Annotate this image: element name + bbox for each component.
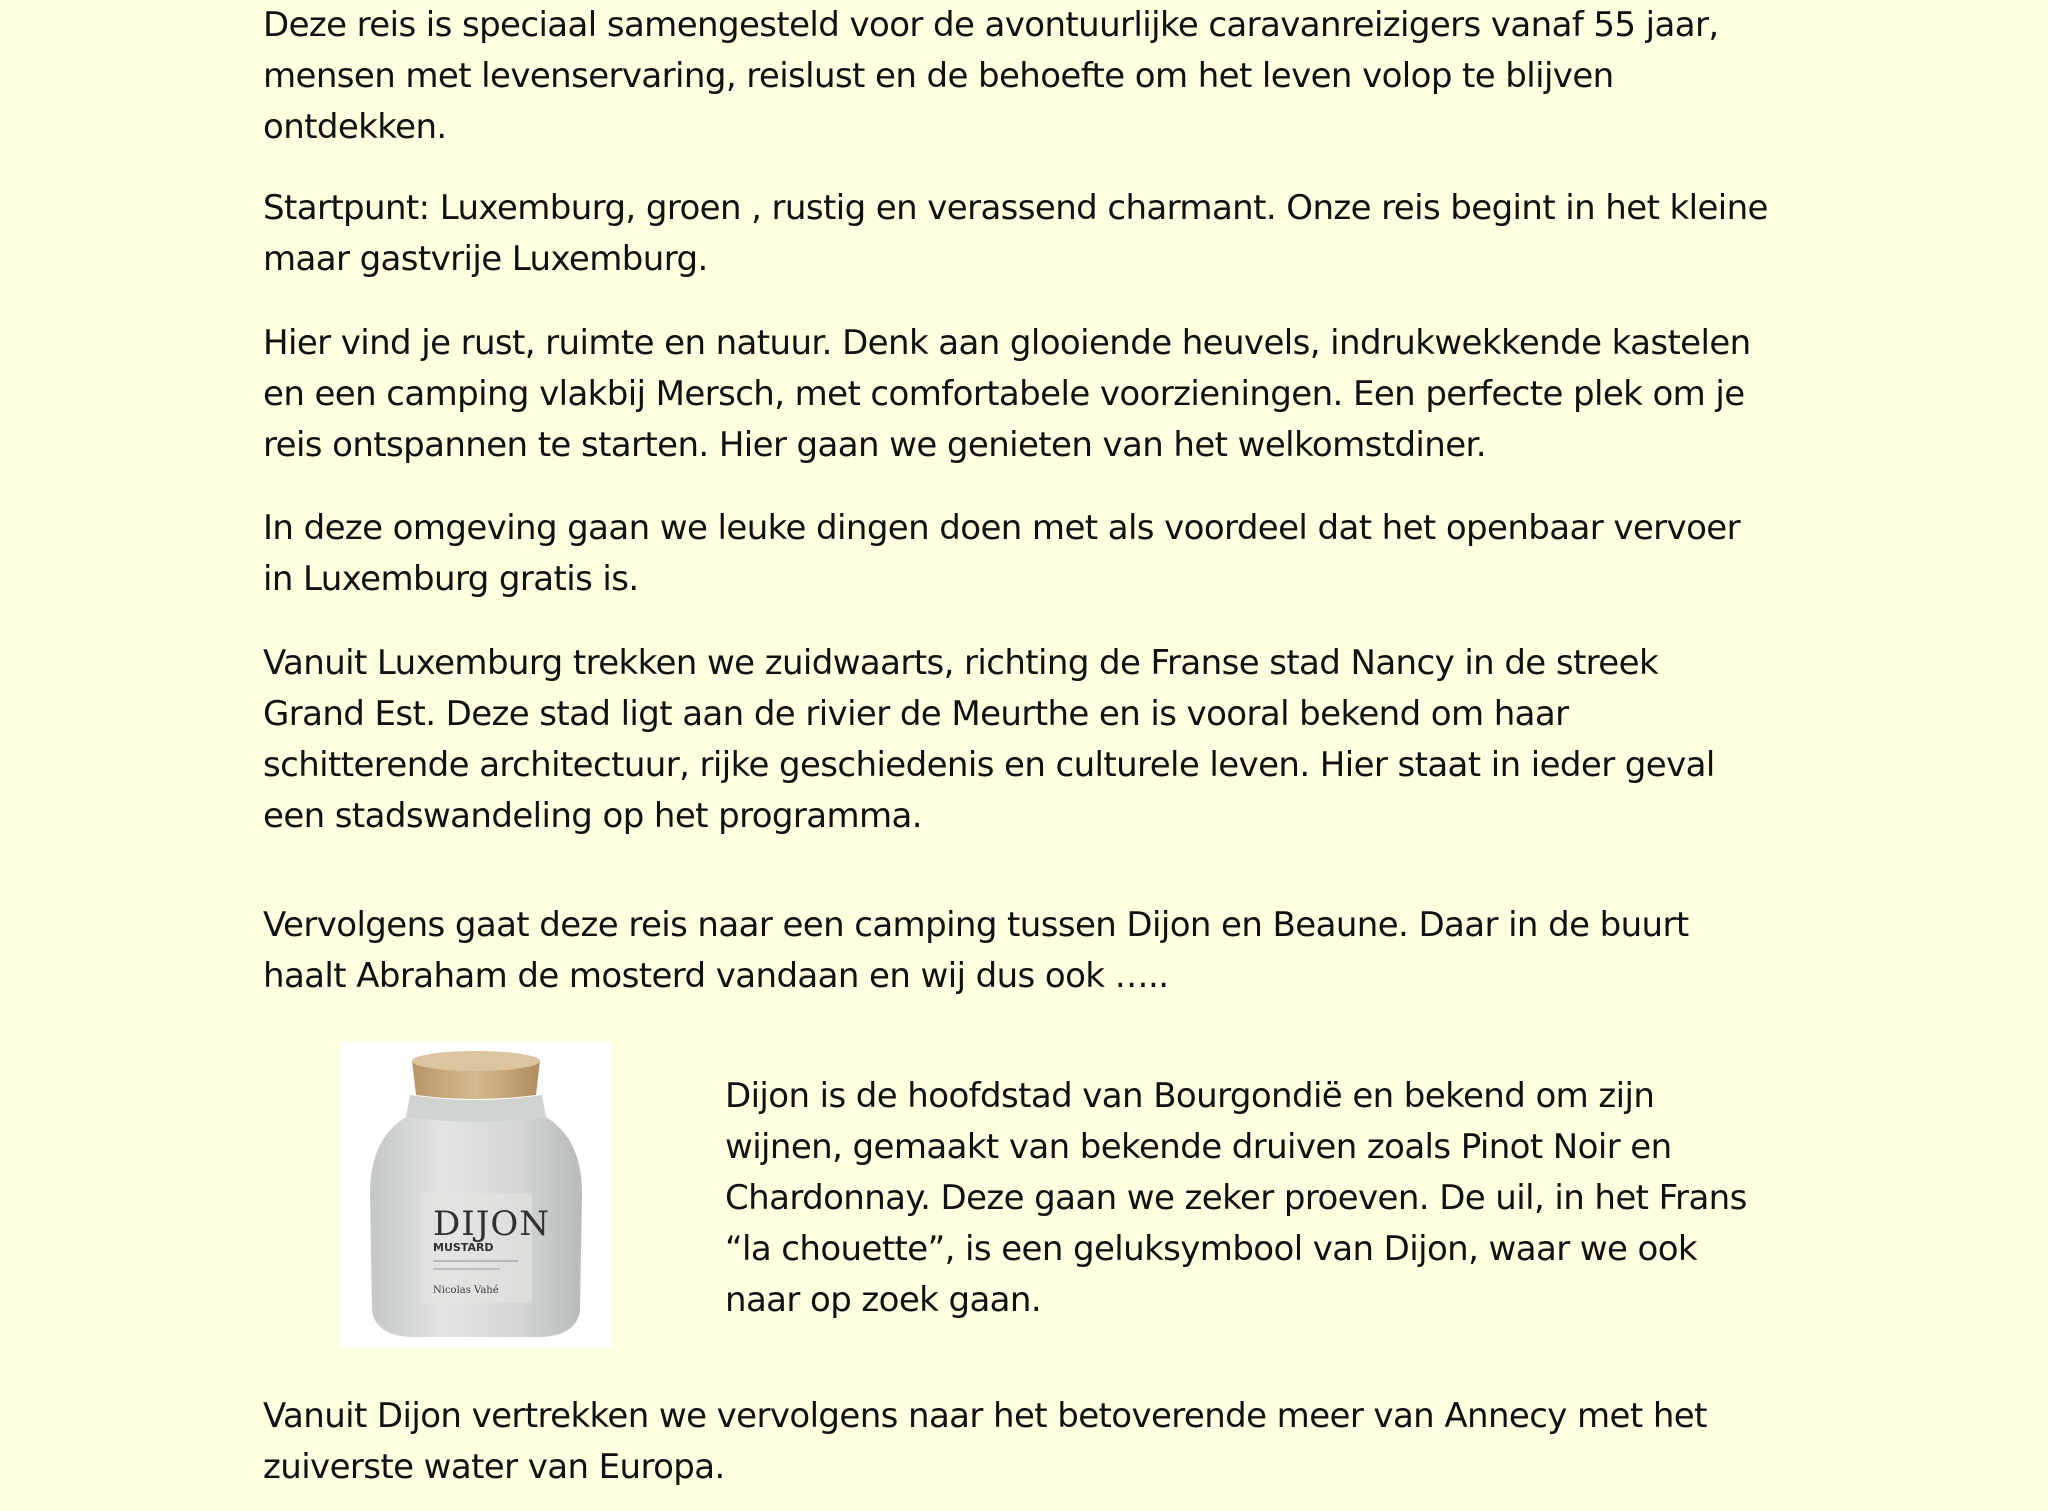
text-line: “la chouette”, is een geluksymbool van Dijon, waar we ook — [725, 1229, 1698, 1269]
text-line: Grand Est. Deze stad ligt aan de rivier de Meurthe en is vooral bekend om haar — [263, 694, 1569, 734]
text-line: naar op zoek gaan. — [725, 1280, 1042, 1320]
text-line: Dijon is de hoofdstad van Bourgondië en bekend om zijn — [725, 1076, 1655, 1116]
text-line: mensen met levenservaring, reislust en de behoefte om het leven volop te blijven — [263, 56, 1614, 96]
text-line: ontdekken. — [263, 107, 447, 147]
text-line: Chardonnay. Deze gaan we zeker proeven. De uil, in het Frans — [725, 1178, 1747, 1218]
paragraph-transport — [263, 503, 1803, 605]
jar-neck — [406, 1095, 546, 1122]
mustard-jar-image — [340, 1043, 612, 1348]
text-line: Vanuit Dijon vertrekken we vervolgens naar het betoverende meer van Annecy met het — [263, 1396, 1707, 1436]
paragraph-intro — [263, 0, 1803, 153]
text-line: wijnen, gemaakt van bekende druiven zoals Pinot Noir en — [725, 1127, 1672, 1167]
paragraph-dijon-beaune — [263, 900, 1803, 1002]
text-line: in Luxemburg gratis is. — [263, 559, 639, 599]
text-line: een stadswandeling op het programma. — [263, 796, 922, 836]
text-line: Vervolgens gaat deze reis naar een camping tussen Dijon en Beaune. Daar in de buurt — [263, 905, 1689, 945]
text-line: en een camping vlakbij Mersch, met comfortabele voorzieningen. Een perfecte plek om je — [263, 374, 1745, 414]
cork-top — [412, 1051, 540, 1071]
mustard-jar-illustration — [340, 1043, 612, 1348]
text-line: In deze omgeving gaan we leuke dingen doen met als voordeel dat het openbaar vervoer — [263, 508, 1740, 548]
jar-label-sub: MUSTARD — [433, 1241, 494, 1254]
paragraph-nature — [263, 318, 1803, 471]
paragraph-annecy — [263, 1391, 1803, 1493]
text-line: schitterende architectuur, rijke geschiedenis en culturele leven. Hier staat in ieder geval — [263, 745, 1715, 785]
text-line: Vanuit Luxemburg trekken we zuidwaarts, richting de Franse stad Nancy in de streek — [263, 643, 1659, 683]
jar-label-maker: Nicolas Vahé — [433, 1285, 499, 1296]
text-line: Hier vind je rust, ruimte en natuur. Denk aan glooiende heuvels, indrukwekkende kastelen — [263, 323, 1751, 363]
text-line: Deze reis is speciaal samengesteld voor de avontuurlijke caravanreizigers vanaf 55 jaar, — [263, 5, 1719, 45]
paragraph-dijon-capital — [725, 1071, 1805, 1326]
text-line: Startpunt: Luxemburg, groen , rustig en verassend charmant. Onze reis begint in het kleine — [263, 188, 1768, 228]
paragraph-nancy — [263, 638, 1803, 842]
text-line: reis ontspannen te starten. Hier gaan we genieten van het welkomstdiner. — [263, 425, 1487, 465]
text-line: zuiverste water van Europa. — [263, 1447, 725, 1487]
text-line: haalt Abraham de mosterd vandaan en wij dus ook ….. — [263, 956, 1169, 996]
paragraph-startpoint — [263, 183, 1803, 285]
jar-label-brand: DIJON — [433, 1204, 550, 1244]
text-line: maar gastvrije Luxemburg. — [263, 239, 708, 279]
